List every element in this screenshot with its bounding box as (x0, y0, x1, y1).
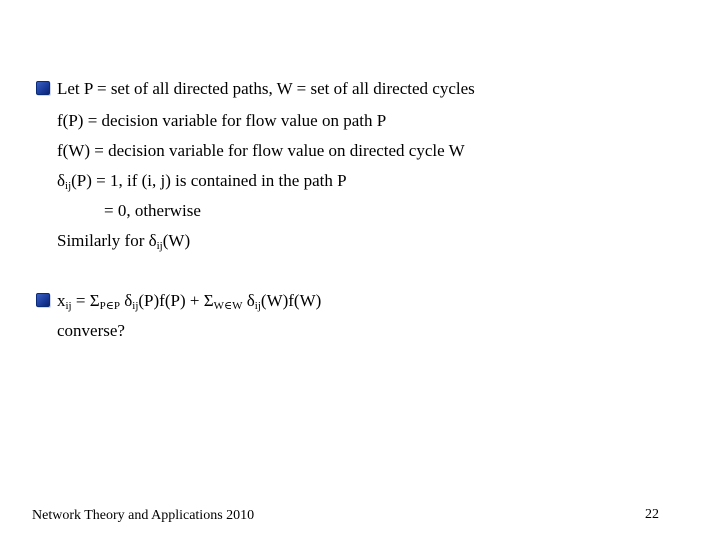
sum2-subscript: W∈W (213, 300, 243, 312)
term2: (W)f(W) (260, 291, 322, 310)
delta-rest: (P) = 1, if (i, j) is contained in the path P (71, 171, 347, 190)
delta-definition (57, 171, 347, 191)
bullet-1-text: Let P = set of all directed paths, W = set of all directed cycles (57, 79, 475, 98)
similarly-suffix: (W) (162, 231, 191, 250)
footer-title: Network Theory and Applications 2010 (32, 508, 255, 523)
term1: (P)f(P) + Σ (138, 291, 214, 310)
delta-symbol: δ (57, 171, 66, 190)
delta1: δ (120, 291, 133, 310)
checkbox-bullet-icon (36, 81, 50, 95)
similarly-line (57, 231, 190, 251)
similarly-subscript: ij (156, 240, 163, 252)
line-fp: f(P) = decision variable for flow value on path P (57, 111, 387, 130)
checkbox-bullet-icon (36, 293, 50, 307)
x-subscript: ij (65, 300, 72, 312)
line-fw: f(W) = decision variable for flow value on directed cycle W (57, 141, 465, 160)
delta-otherwise: = 0, otherwise (104, 201, 201, 220)
delta1-subscript: ij (132, 300, 139, 312)
delta2: δ (242, 291, 255, 310)
delta-subscript: ij (65, 180, 72, 192)
equals-sum: = Σ (71, 291, 100, 310)
delta2-subscript: ij (254, 300, 261, 312)
x-var: x (57, 291, 66, 310)
similarly-prefix: Similarly for δ (57, 231, 157, 250)
sum1-subscript: P∈P (99, 300, 120, 312)
converse-line: converse? (57, 321, 125, 340)
flow-equation (57, 291, 321, 311)
page-number: 22 (645, 507, 659, 522)
